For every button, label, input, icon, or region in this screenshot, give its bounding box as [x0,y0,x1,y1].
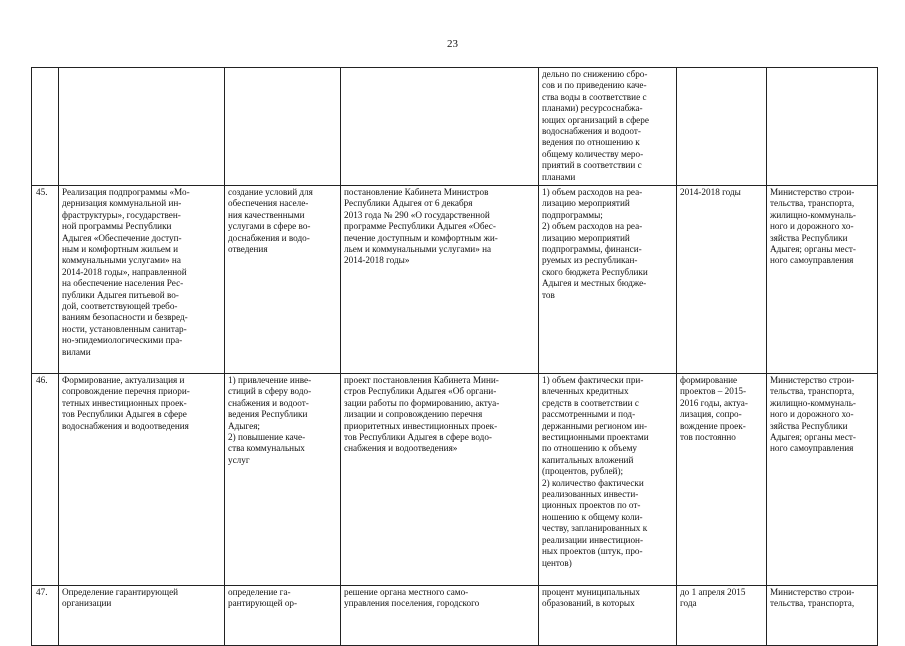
cell-measure: Формирование, актуализация и сопровождение перечня приори- тетных инвестиционных проек- тов Республики Адыгея в сфере водоснабжения и водоотведения [59,374,225,586]
cell-document: решение органа местного само- управления поселения, городского [341,586,539,646]
cell-indicator: дельно по снижению сбро- сов и по приведению каче- ства воды в соответствие с планами) ресурсоснабжа- ющих организаций в сфере водоснабжения и водоот- ведения по отношению к общему количеству меро- приятий в соответствии с планами [539,68,677,186]
cell-document [341,68,539,186]
cell-goal: создание условий для обеспечения населе- ния качественными услугами в сфере во- доснабжения и водо- отведения [225,186,341,374]
table-row-continuation [32,68,878,186]
cell-measure: Определение гарантирующей организации [59,586,225,646]
cell-deadline [677,68,767,186]
cell-document: проект постановления Кабинета Мини- стров Республики Адыгея «Об органи- зации работы по формированию, актуа- лизации и сопровождению перечня приоритетных инвестиционных проек- тов Республики Адыгея в сфере водо- снабжения и водоотведения» [341,374,539,586]
cell-goal: определение га- рантирующей ор- [225,586,341,646]
cell-deadline: формирование проектов – 2015- 2016 годы, актуа- лизация, сопро- вождение проек- тов постоянно [677,374,767,586]
measures-table [31,67,878,646]
cell-number: 45. [32,186,59,374]
cell-document: постановление Кабинета Министров Республики Адыгея от 6 декабря 2013 года № 290 «О государственной программе Республики Адыгея «Обес- печение доступным и комфортным жи- льем и коммунальными услугами» на 2014-2018 годы» [341,186,539,374]
table-row-46 [32,374,878,586]
cell-deadline: 2014-2018 годы [677,186,767,374]
cell-responsible: Министерство строи- тельства, транспорта, жилищно-коммуналь- ного и дорожного хо- зяйства Республики Адыгея; органы мест- ного самоуправления [767,374,878,586]
page-number: 23 [447,38,458,50]
cell-number [32,68,59,186]
cell-goal [225,68,341,186]
cell-responsible: Министерство строи- тельства, транспорта, жилищно-коммуналь- ного и дорожного хо- зяйства Республики Адыгея; органы мест- ного самоуправления [767,186,878,374]
cell-responsible [767,68,878,186]
cell-number: 47. [32,586,59,646]
cell-responsible: Министерство строи- тельства, транспорта, [767,586,878,646]
cell-number: 46. [32,374,59,586]
cell-goal: 1) привлечение инве- стиций в сферу водо- снабжения и водоот- ведения Республики Адыгея; 2) повышение каче- ства коммунальных услуг [225,374,341,586]
table-row-47 [32,586,878,646]
cell-deadline: до 1 апреля 2015 года [677,586,767,646]
cell-indicator: процент муниципальных образований, в которых [539,586,677,646]
cell-measure [59,68,225,186]
cell-indicator: 1) объем расходов на реа- лизацию мероприятий подпрограммы; 2) объем расходов на реа- лизацию мероприятий подпрограммы, финанси- руемых из республикан- ского бюджета Республики Адыгея и местных бюдже- тов [539,186,677,374]
cell-measure: Реализация подпрограммы «Мо- дернизация коммунальной ин- фраструктуры», государствен- ной программы Республики Адыгея «Обеспечение доступ- ным и комфортным жильем и коммунальными услугами» на 2014-2018 годы», направленной на обеспечение населения Рес- публики Адыгея питьевой во- дой, соответствующей требо- ваниям безопасности и безвред- ности, установленным санитар- но-эпидемиологическими пра- вилами [59,186,225,374]
cell-indicator: 1) объем фактически при- влеченных кредитных средств в соответствии с рассмотренными и под- держанными регионом ин- вестиционными проектами по отношению к объему капитальных вложений (процентов, рублей); 2) количество фактически реализованных инвести- ционных проектов по от- ношению к общему коли- честву, запланированных к реализации инвестицион- ных проектов (штук, про- центов) [539,374,677,586]
table-row-45 [32,186,878,374]
